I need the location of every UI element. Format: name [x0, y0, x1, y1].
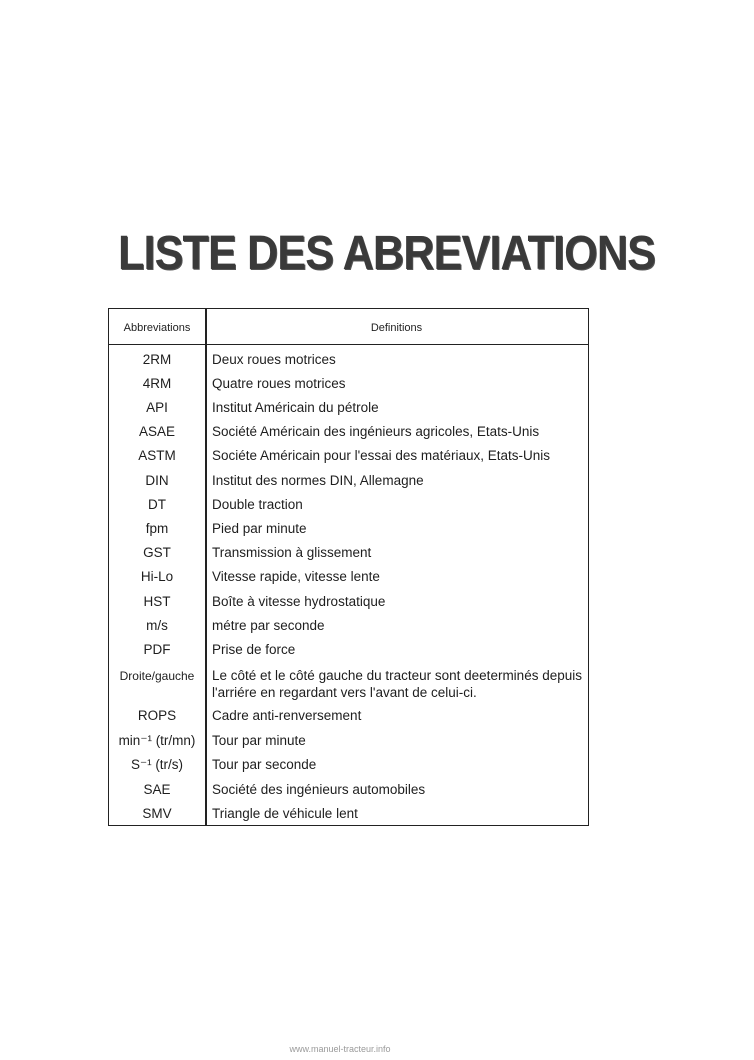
header-abbreviations: Abbreviations	[123, 322, 191, 334]
abbreviation-cell: SMV	[142, 806, 172, 821]
definition-cell: Institut Américain du pétrole	[212, 400, 379, 415]
abbreviation-cell: 2RM	[142, 352, 172, 367]
abbreviation-cell: ASAE	[138, 424, 176, 439]
abbreviation-cell: Hi-Lo	[140, 569, 174, 584]
definition-cell: Société des ingénieurs automobiles	[212, 782, 426, 797]
definition-cell: Sociéte Américain pour l'essai des matériaux, Etats-Unis	[212, 448, 550, 463]
abbreviation-cell: SAE	[143, 782, 171, 797]
abbreviation-cell: S⁻¹ (tr/s)	[130, 757, 184, 772]
abbreviation-cell: ROPS	[137, 708, 177, 723]
definition-cell: Boîte à vitesse hydrostatique	[212, 594, 386, 609]
abbreviation-cell: GST	[143, 545, 171, 560]
page-title: LISTE DES ABREVIATIONS	[118, 227, 656, 280]
header-definitions: Definitions	[370, 322, 423, 334]
abbreviation-cell: API	[146, 400, 168, 415]
abbreviation-cell: HST	[143, 594, 171, 609]
definition-cell: Prise de force	[212, 642, 296, 657]
abbreviation-cell: fpm	[145, 521, 169, 536]
column-divider	[205, 309, 207, 825]
definition-cell: Le côté et le côté gauche du tracteur sont deeterminés depuis l'arriére en regardant vers l'avant de celui-ci.	[212, 668, 582, 700]
abbreviation-cell: 4RM	[142, 376, 172, 391]
abbreviation-cell: DT	[148, 497, 166, 512]
abbreviation-cell: min⁻¹ (tr/mn)	[118, 733, 196, 748]
definition-cell: Vitesse rapide, vitesse lente	[212, 569, 380, 584]
definition-cell: Pied par minute	[212, 521, 307, 536]
table-header	[109, 309, 588, 345]
definition-cell: Institut des normes DIN, Allemagne	[212, 473, 424, 488]
definition-cell: Triangle de véhicule lent	[212, 806, 358, 821]
definition-cell: Tour par minute	[212, 733, 306, 748]
abbreviation-cell: m/s	[146, 618, 168, 633]
watermark: www.manuel-tracteur.info	[289, 1044, 391, 1054]
abbreviation-cell: DIN	[145, 473, 169, 488]
definition-cell: Quatre roues motrices	[212, 376, 346, 391]
definition-cell: métre par seconde	[212, 618, 325, 633]
abbreviation-cell: ASTM	[138, 448, 176, 463]
definition-cell: Tour par seconde	[212, 757, 317, 772]
abbreviations-table	[108, 308, 589, 826]
definition-cell: Cadre anti-renversement	[212, 708, 362, 723]
definition-cell: Double traction	[212, 497, 303, 512]
definition-cell: Deux roues motrices	[212, 352, 336, 367]
abbreviation-cell: Droite/gauche	[119, 669, 195, 683]
definition-cell: Transmission à glissement	[212, 545, 372, 560]
definition-cell: Société Américain des ingénieurs agricoles, Etats-Unis	[212, 424, 540, 439]
abbreviation-cell: PDF	[143, 642, 171, 657]
